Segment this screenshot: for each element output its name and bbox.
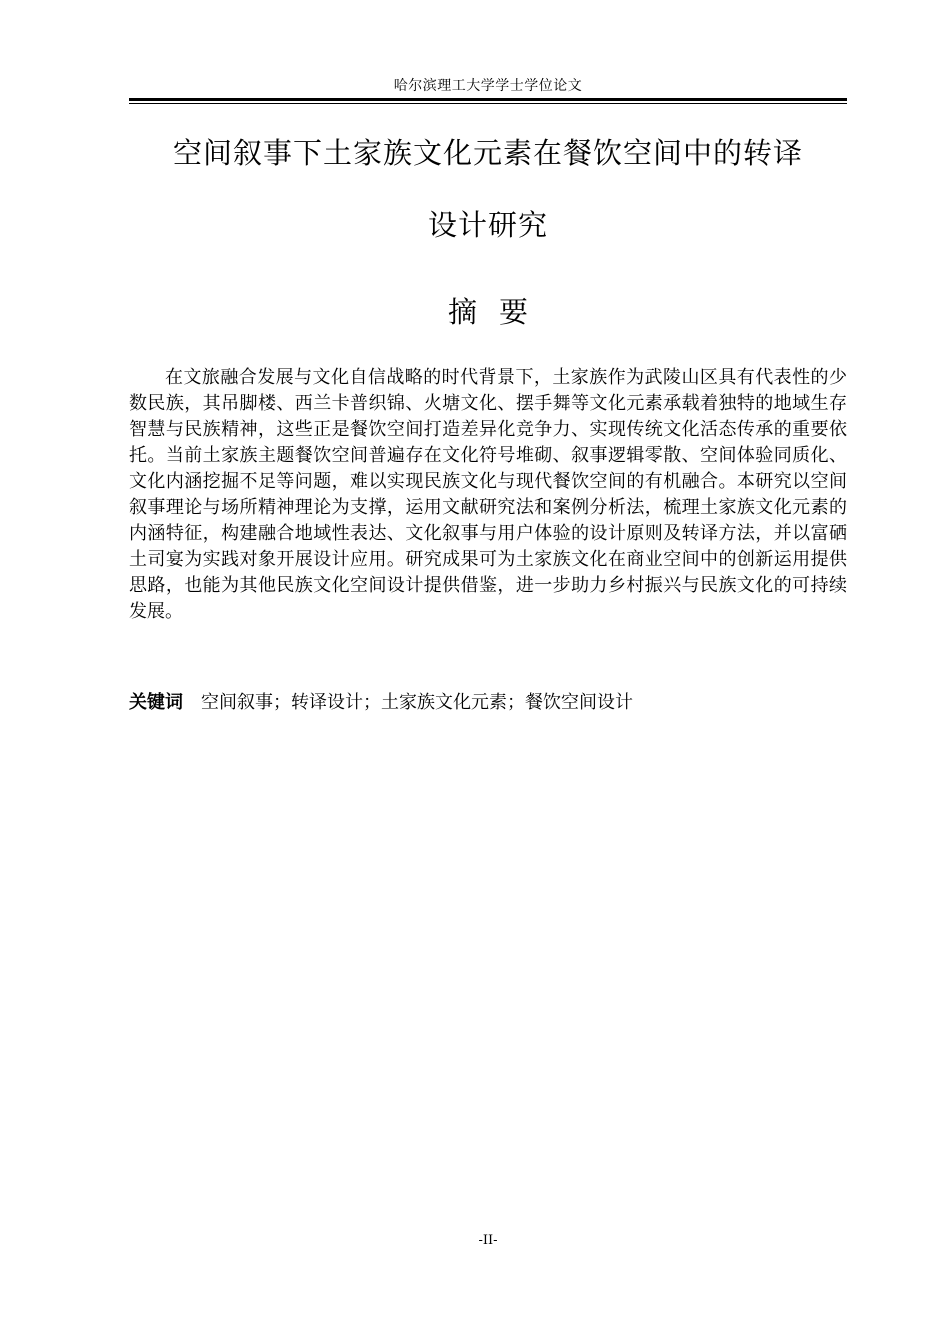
abstract-body: 在文旅融合发展与文化自信战略的时代背景下，土家族作为武陵山区具有代表性的少数民族，其吊脚楼、西兰卡普织锦、火塘文化、摆手舞等文化元素承载着独特的地域生存智慧与民族精神，这些正是餐饮空间打造差异化竞争力、实现传统文化活态传承的重要依托。当前土家族主题餐饮空间普遍存在文化符号堆砌、叙事逻辑零散、空间体验同质化、文化内涵挖掘不足等问题，难以实现民族文化与现代餐饮空间的有机融合。本研究以空间叙事理论与场所精神理论为支撑，运用文献研究法和案例分析法，梳理土家族文化元素的内涵特征，构建融合地域性表达、文化叙事与用户体验的设计原则及转译方法，并以富硒土司宴为实践对象开展设计应用。研究成果可为土家族文化在商业空间中的创新运用提供思路，也能为其他民族文化空间设计提供借鉴，进一步助力乡村振兴与民族文化的可持续发展。 xyxy=(129,367,847,622)
keywords-label: 关键词 xyxy=(129,692,183,713)
keywords-row xyxy=(129,690,847,716)
running-header: 哈尔滨理工大学学士学位论文 xyxy=(393,78,583,94)
thesis-title-line-2: 设计研究 xyxy=(427,208,548,242)
abstract-heading: 摘要 xyxy=(447,295,550,329)
header-rule-thin xyxy=(129,103,847,104)
header-rule-thick xyxy=(129,98,847,101)
page-number: -II- xyxy=(478,1233,498,1248)
thesis-title-line-1: 空间叙事下土家族文化元素在餐饮空间中的转译 xyxy=(172,136,803,170)
keywords-text: 空间叙事；转译设计；土家族文化元素；餐饮空间设计 xyxy=(201,692,633,713)
